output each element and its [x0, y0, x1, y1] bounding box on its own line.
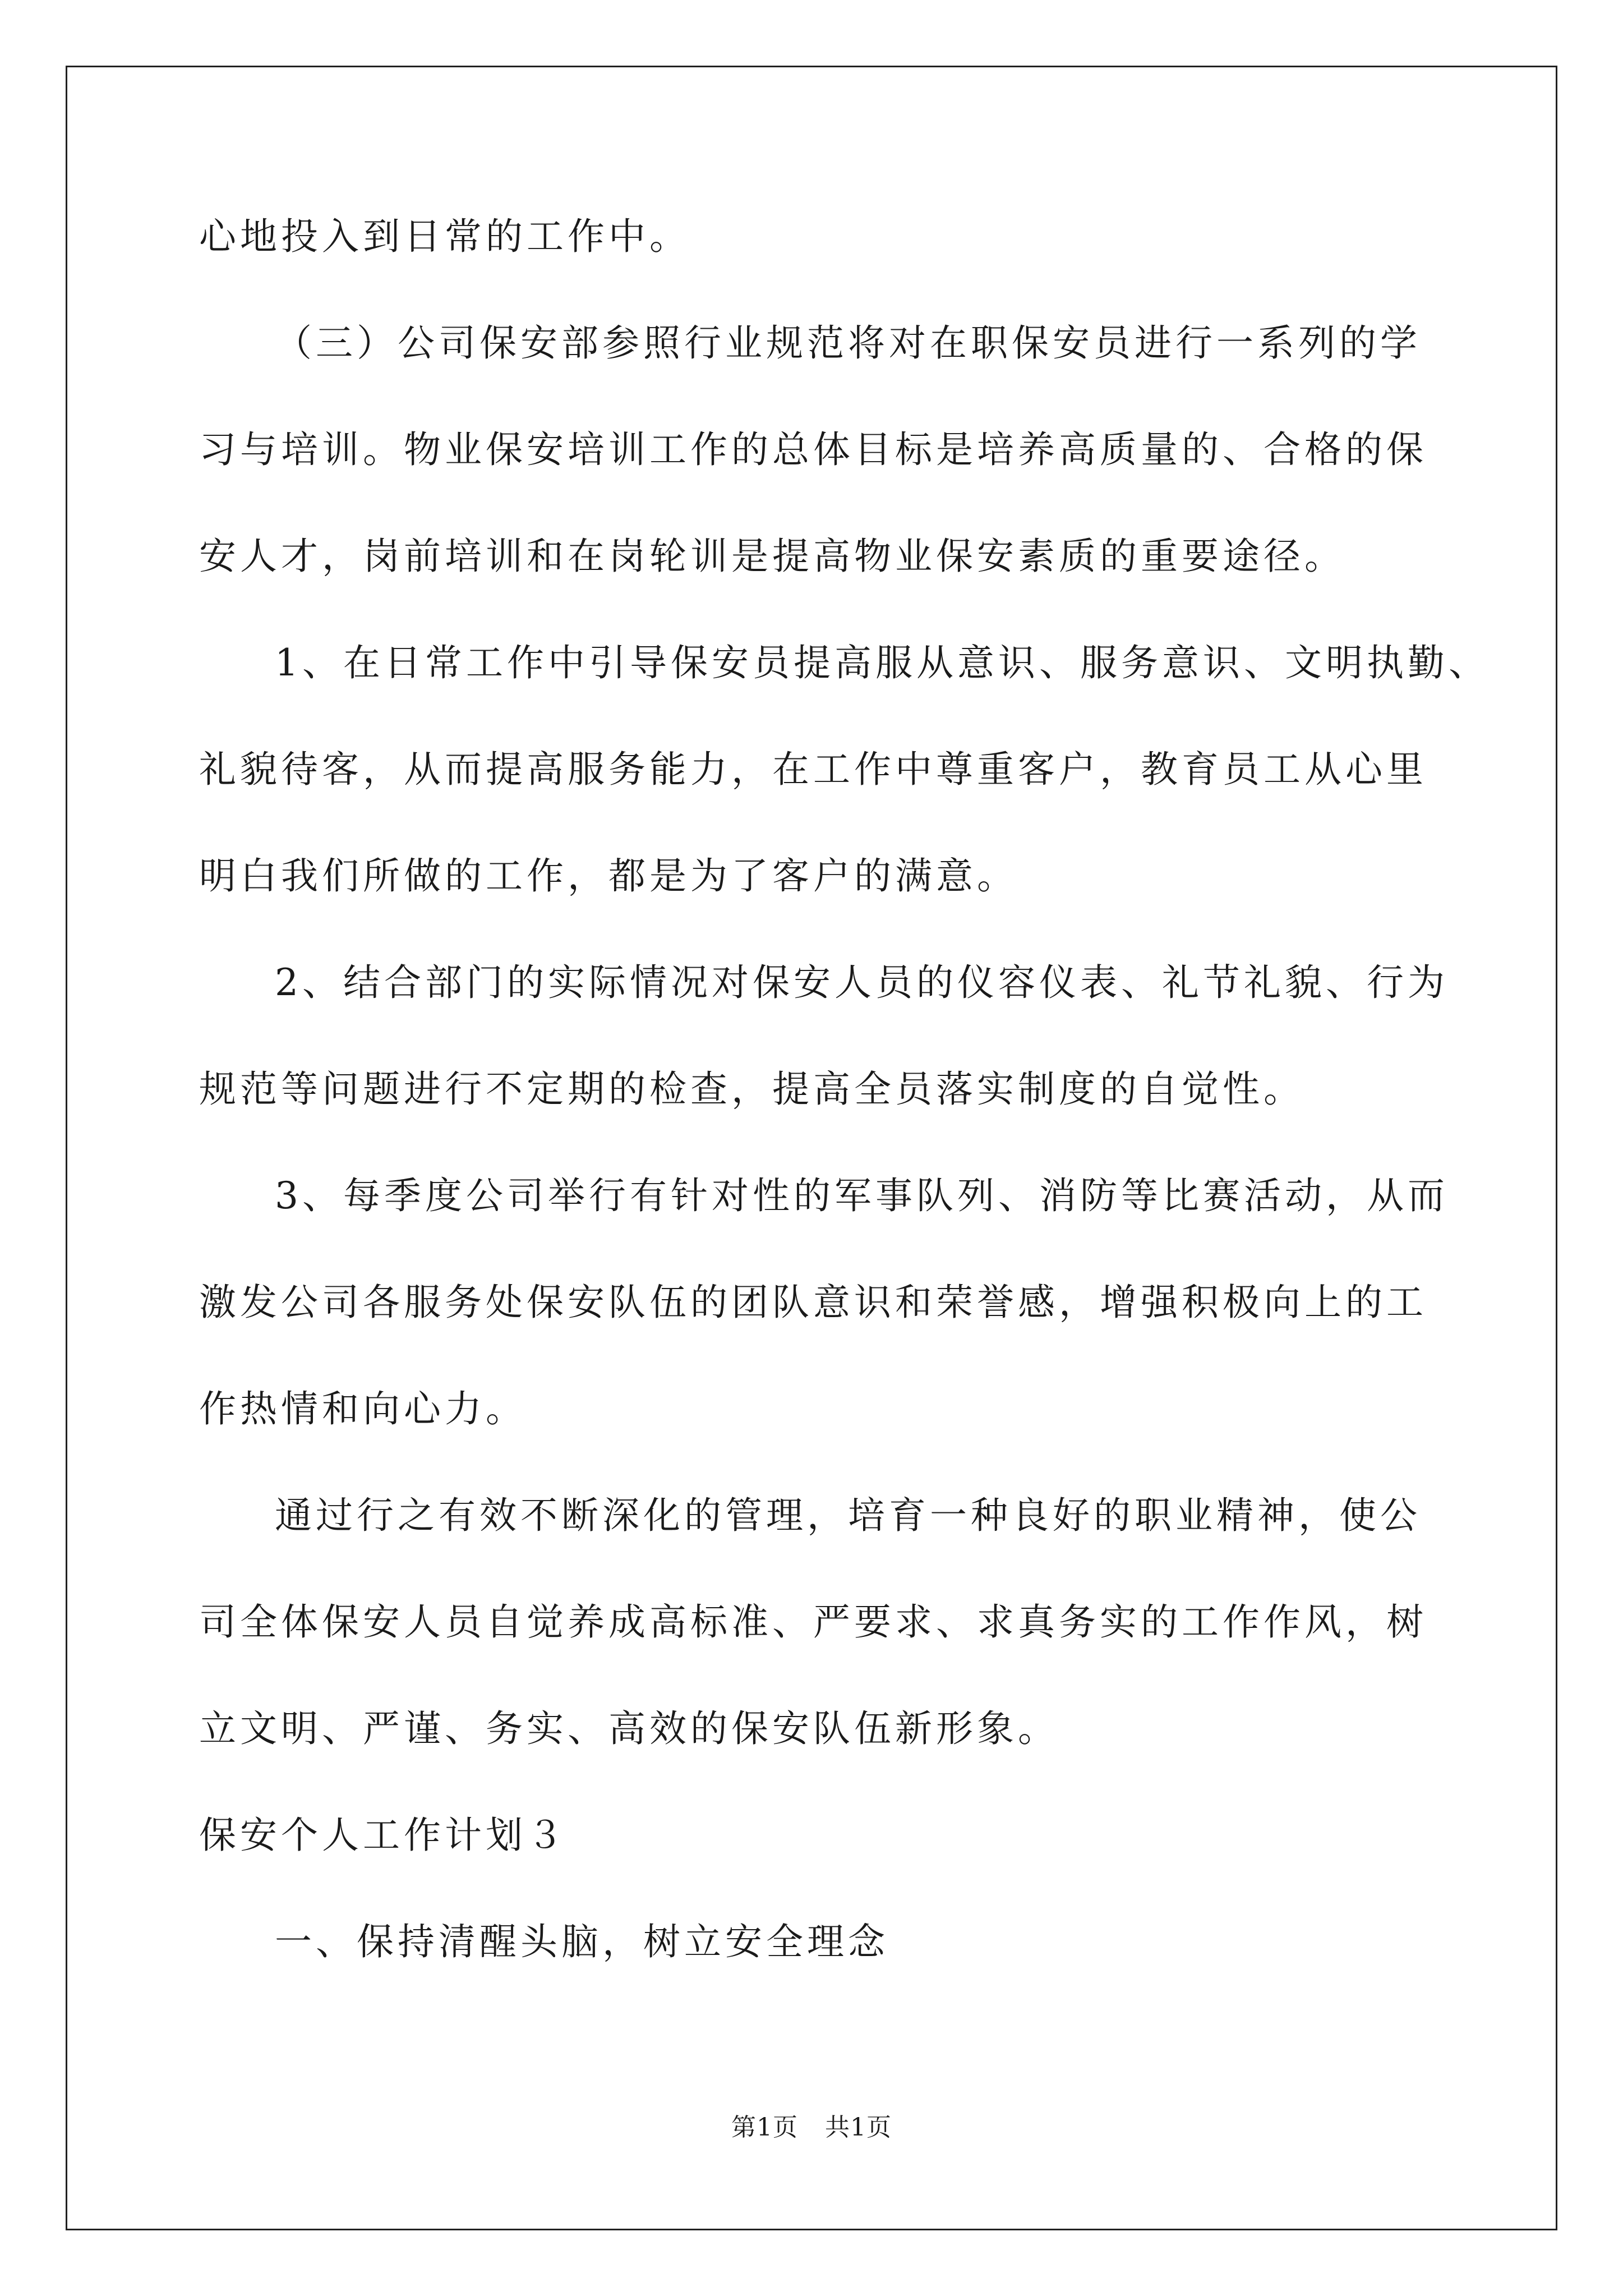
- text-line: 礼貌待客，从而提高服务能力，在工作中尊重客户，教育员工从心里: [199, 748, 1427, 791]
- text-line: 明白我们所做的工作，都是为了客户的满意。: [199, 854, 1018, 898]
- page-footer: [0, 2112, 1623, 2143]
- page-number: 第1页: [731, 2113, 798, 2142]
- text-line: 习与培训。物业保安培训工作的总体目标是培养高质量的、合格的保: [199, 428, 1427, 471]
- page-total: 共1页: [825, 2113, 892, 2142]
- text-line: 规范等问题进行不定期的检查，提高全员落实制度的自觉性。: [199, 1068, 1304, 1111]
- text-line: 立文明、严谨、务实、高效的保安队伍新形象。: [199, 1707, 1059, 1750]
- text-line: 安人才，岗前培训和在岗轮训是提高物业保安素质的重要途径。: [199, 535, 1345, 578]
- section-heading: 保安个人工作计划３: [199, 1814, 568, 1857]
- text-line: 3、每季度公司举行有针对性的军事队列、消防等比赛活动，从而: [275, 1174, 1449, 1217]
- text-line: 心地投入到日常的工作中。: [199, 215, 690, 258]
- text-line: 2、结合部门的实际情况对保安人员的仪容仪表、礼节礼貌、行为: [275, 961, 1449, 1004]
- text-line: 激发公司各服务处保安队伍的团队意识和荣誉感，增强积极向上的工: [199, 1281, 1427, 1324]
- subsection-heading: 一、保持清醒头脑，树立安全理念: [275, 1920, 889, 1963]
- page-border: [66, 66, 1557, 2230]
- text-line: （三）公司保安部参照行业规范将对在职保安员进行一系列的学: [275, 321, 1421, 365]
- text-line: 作热情和向心力。: [199, 1387, 527, 1430]
- text-line: 1、在日常工作中引导保安员提高服从意识、服务意识、文明执勤、: [275, 641, 1490, 684]
- text-line: 司全体保安人员自觉养成高标准、严要求、求真务实的工作作风，树: [199, 1600, 1427, 1644]
- text-line: 通过行之有效不断深化的管理，培育一种良好的职业精神，使公: [275, 1494, 1421, 1537]
